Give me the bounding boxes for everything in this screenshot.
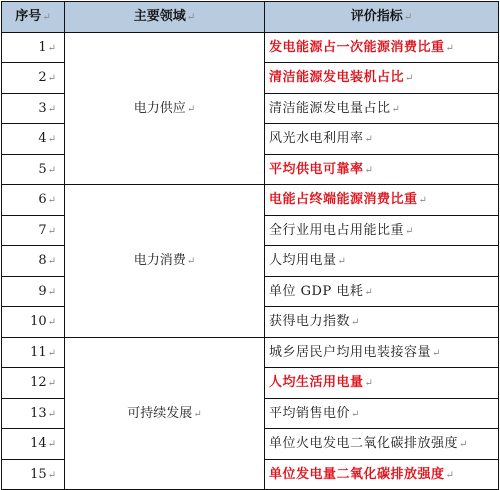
row-indicator: 全行业用电占用能比重↵ — [265, 215, 499, 246]
row-indicator: 获得电力指数↵ — [265, 307, 499, 338]
row-serial-number: 2↵ — [2, 63, 65, 94]
row-serial-number: 12↵ — [2, 368, 65, 399]
row-indicator: 单位 GDP 电耗↵ — [265, 276, 499, 307]
table-row — [2, 337, 499, 368]
row-serial-number: 10↵ — [2, 307, 65, 338]
table-header-row — [2, 2, 499, 33]
row-indicator: 人均用电量↵ — [265, 246, 499, 277]
row-serial-number: 1↵ — [2, 32, 65, 63]
row-indicator: 城乡居民户均用电装接容量↵ — [265, 337, 499, 368]
row-indicator-highlighted: 单位发电量二氧化碳排放强度↵ — [265, 459, 499, 490]
table-row — [2, 32, 499, 63]
row-serial-number: 15↵ — [2, 459, 65, 490]
row-indicator: 风光水电利用率↵ — [265, 124, 499, 155]
row-indicator: 平均销售电价↵ — [265, 398, 499, 429]
evaluation-indicator-table — [1, 1, 499, 490]
row-serial-number: 4↵ — [2, 124, 65, 155]
row-indicator-highlighted: 人均生活用电量↵ — [265, 368, 499, 399]
row-serial-number: 5↵ — [2, 154, 65, 185]
row-domain-cell: 可持续发展↵ — [65, 337, 265, 490]
row-serial-number: 6↵ — [2, 185, 65, 216]
row-indicator: 清洁能源发电量占比↵ — [265, 93, 499, 124]
row-serial-number: 11↵ — [2, 337, 65, 368]
row-indicator-highlighted: 清洁能源发电装机占比↵ — [265, 63, 499, 94]
row-domain-cell: 电力消费↵ — [65, 185, 265, 338]
table-body — [2, 32, 499, 490]
row-serial-number: 14↵ — [2, 429, 65, 460]
row-serial-number: 7↵ — [2, 215, 65, 246]
header-main-domain: 主要领域↵ — [65, 2, 265, 33]
header-serial-no: 序号↵ — [2, 2, 65, 33]
row-indicator-highlighted: 平均供电可靠率↵ — [265, 154, 499, 185]
row-domain-cell: 电力供应↵ — [65, 32, 265, 185]
row-indicator-highlighted: 电能占终端能源消费比重↵ — [265, 185, 499, 216]
row-serial-number: 9↵ — [2, 276, 65, 307]
row-indicator-highlighted: 发电能源占一次能源消费比重↵ — [265, 32, 499, 63]
row-serial-number: 8↵ — [2, 246, 65, 277]
header-evaluation-indicator: 评价指标↵ — [265, 2, 499, 33]
row-serial-number: 13↵ — [2, 398, 65, 429]
table-row — [2, 185, 499, 216]
row-indicator: 单位火电发电二氧化碳排放强度↵ — [265, 429, 499, 460]
row-serial-number: 3↵ — [2, 93, 65, 124]
